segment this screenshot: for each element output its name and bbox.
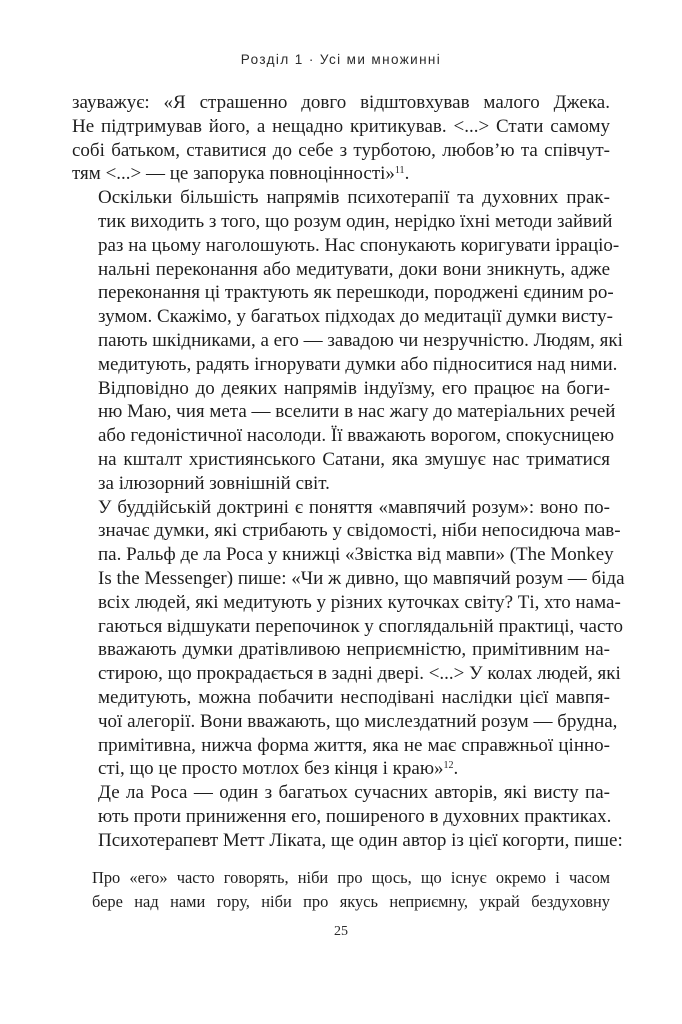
text-line: стирою, що прокрадається в задні двері. <...> У колах людей, які [98,663,621,685]
page-number: 25 [334,924,348,939]
sentence-end: . [404,163,410,185]
text-line: медитують, радять ігнорувати думки або підноситися над ними. [98,353,618,375]
text-line: Is the Messenger) пише: «Чи ж дивно, що мавпячий розум — біда [98,567,625,589]
text-line: Відповідно до деяких напрямів індуїзму, его працює на боги- [98,377,610,399]
text-line: У буддійській доктрині є поняття «мавпячий розум»: воно по- [98,496,610,518]
text-line: Оскільки більшість напрямів психотерапії та духовних прак- [98,187,610,209]
paragraph-3 [72,377,616,496]
text-line [72,162,610,186]
body-text [72,91,625,853]
text-line-content: тям <...> — це запорука повноцінності» [72,163,395,185]
text-line: Не підтримував його, а нещадно критикував. <...> Стати самому [72,115,610,137]
text-line: або гедоністичної насолоди. Її вважають ворогом, спокусницею [98,425,615,447]
block-quote [92,866,610,914]
text-line: зумом. Скажімо, у багатьох підходах до медитації думки висту- [98,306,613,328]
text-line: зауважує: «Я страшенно довго відштовхував малого Джека. [72,92,610,113]
text-line: вважають думки дратівливою неприємністю, примітивним на- [98,639,610,661]
text-line: медитують, можна побачити несподівані наслідки цієї мавпя- [98,686,610,708]
sentence-end: . [453,758,459,780]
text-line: значає думки, які стрибають у свідомості, ніби непосидюча мав- [98,520,621,542]
text-line-content: сті, що це просто мотлох без кінця і краю» [98,758,444,780]
paragraph-5 [72,781,623,852]
text-line: чої алегорії. Вони вважають, що мислездатний розум — брудна, [98,710,618,732]
quote-line: Про «его» часто говорять, ніби про щось, що існує окремо і часом [92,868,610,887]
text-line: за ілюзорний зовнішній світ. [98,472,330,494]
paragraph-4 [72,496,625,782]
text-line: собі батьком, ставитися до себе з турботою, любов’ю та співчут- [72,139,610,161]
text-line: на кшталт християнського Сатани, яка змушує нас триматися [98,448,610,470]
text-line: пають шкідниками, а его — завадою чи незручністю. Людям, які [98,329,623,351]
text-line: тик виходить з того, що розум один, нерідко їхні методи зайвий [98,210,613,232]
text-line: Де ла Роса — один з багатьох сучасних авторів, які висту па- [98,782,610,804]
quote-line: бере над нами гору, ніби про якусь неприємну, украй бездуховну [92,892,610,911]
text-line: примітивна, нижча форма життя, яка не має справжньої цінно- [98,734,610,756]
text-line: раз на цьому наголошують. Нас спонукають коригувати ірраціо- [98,234,620,256]
text-line: Психотерапевт Метт Ліката, ще один автор із цієї когорти, пише: [98,829,623,851]
text-line: всіх людей, які медитують у різних куточках світу? Ті, хто нама- [98,591,621,613]
running-head: Розділ 1 · Усі ми множинні [240,52,442,67]
text-line: ють проти приниження его, поширеного в духовних практиках. [98,805,612,827]
text-line: па. Ральф де ла Роса у книжці «Звістка від мавпи» (The Monkey [98,544,614,566]
text-line: нальні переконання або медитувати, доки вони зникнуть, адже [98,258,610,280]
footnote-marker: 11 [394,165,405,177]
footnote-marker: 12 [443,760,454,772]
text-line: переконання ці трактують як перешкоди, породжені єдиним ро- [98,282,614,304]
paragraph-1 [72,91,610,186]
text-line: гаються відшукати перепочинок у споглядальній практиці, часто [98,615,623,637]
paragraph-2 [72,186,623,376]
text-line: ню Маю, чия мета — вселити в нас жагу до матеріальних речей [98,401,616,423]
text-line [72,757,610,781]
